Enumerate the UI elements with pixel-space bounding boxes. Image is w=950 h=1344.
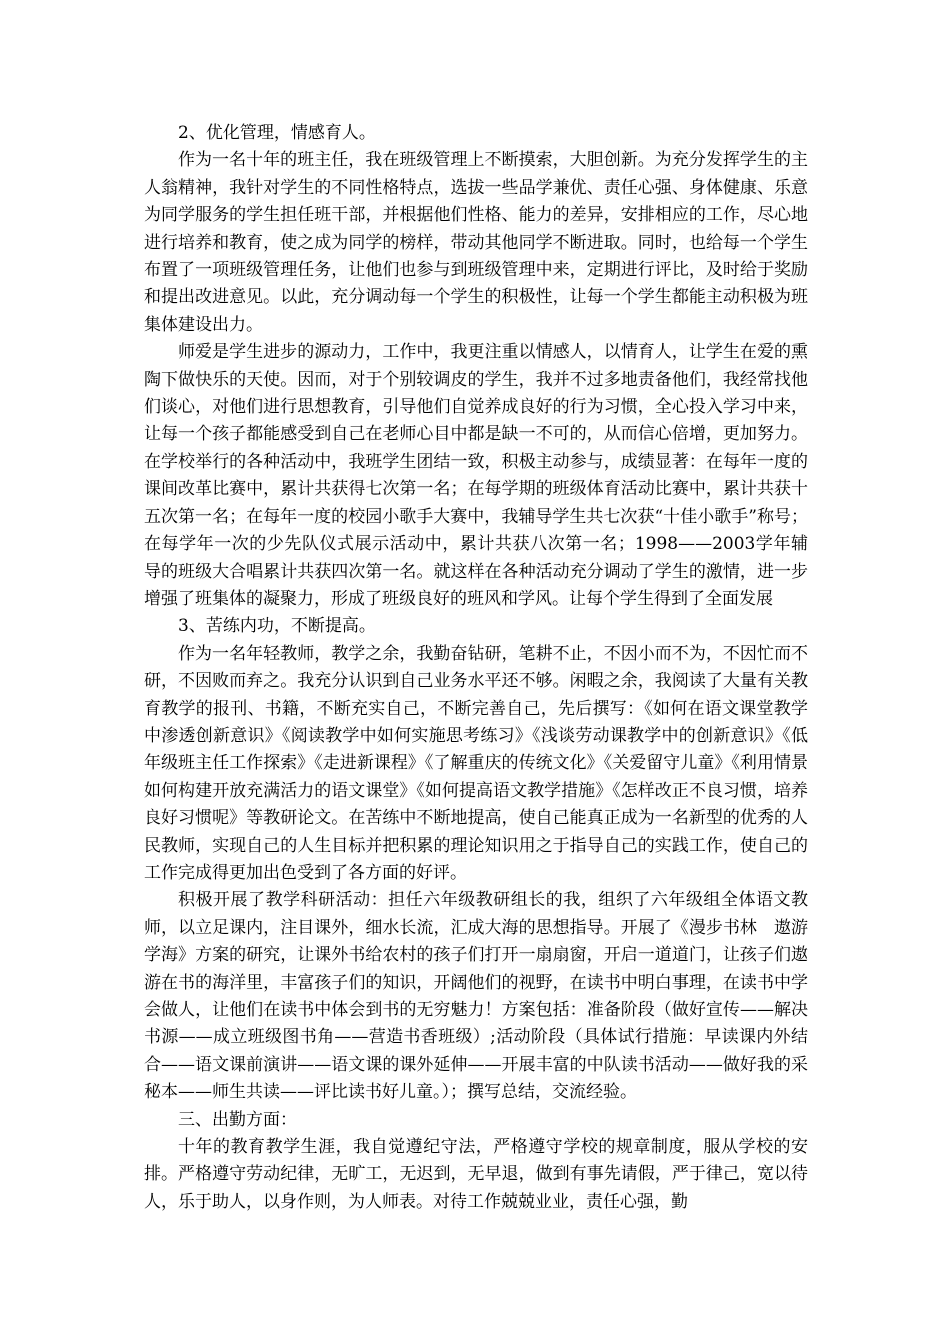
section-heading: 2、优化管理，情感育人。 bbox=[178, 123, 376, 143]
body-paragraph: 作为一名十年的班主任，我在班级管理上不断摸索，大胆创新。为充分发挥学生的主人翁精神，我针对学生的不同性格特点，选拔一些品学兼优、责任心强、身体健康、乐意为同学服务的学生担任班干部，并根据他们性格、能力的差异，安排相应的工作，尽心地进行培养和教育，使之成为同学的榜样，带动其他同学不断进取。同时，也给每一个学生布置了一项班级管理任务，让他们也参与到班级管理中来，定期进行评比，及时给于奖励和提出改进意见。以此，充分调动每一个学生的积极性，让每一个学生都能主动积极为班集体建设出力。 bbox=[144, 150, 808, 335]
body-paragraph: 作为一名年轻教师，教学之余，我勤奋钻研，笔耕不止，不因小而不为，不因忙而不研，不因败而弃之。我充分认识到自己业务水平还不够。闲暇之余，我阅读了大量有关教育教学的报刊、书籍，不断充实自己，不断完善自己，先后撰写：《如何在语文课堂教学中渗透创新意识》《阅读教学中如何实施思考练习》《浅谈劳动课教学中的创新意识》《低年级班主任工作探索》《走进新课程》《了解重庆的传统文化》《关爱留守儿童》《利用情景如何构建开放充满活力的语文课堂》《如何提高语文教学措施》《怎样改正不良习惯，培养良好习惯呢》等教研论文。在苦练中不断地提高，使自己能真正成为一名新型的优秀的人民教师，实现自己的人生目标并把积累的理论知识用之于指导自己的实践工作，使自己的工作完成得更加出色受到了各方面的好评。 bbox=[144, 643, 808, 883]
document-body bbox=[144, 120, 808, 1216]
body-paragraph: 师爱是学生进步的源动力，工作中，我更注重以情感人，以情育人，让学生在爱的熏陶下做快乐的天使。因而，对于个别较调皮的学生，我并不过多地责备他们，我经常找他们谈心，对他们进行思想教育，引导他们自觉养成良好的行为习惯，全心投入学习中来，让每一个孩子都能感受到自己在老师心目中都是缺一不可的，从而信心倍增，更加努力。在学校举行的各种活动中，我班学生团结一致，积极主动参与，成绩显著：在每年一度的课间改革比赛中，累计共获得七次第一名；在每学期的班级体育活动比赛中，累计共获十五次第一名；在每年一度的校园小歌手大赛中，我辅导学生共七次获“十佳小歌手”称号；在每学年一次的少先队仪式展示活动中，累计共获八次第一名；1998——2003学年辅导的班级大合唱累计共获四次第一名。就这样在各种活动充分调动了学生的激情，进一步增强了班集体的凝聚力，形成了班级良好的班风和学风。让每个学生得到了全面发展 bbox=[144, 342, 808, 609]
body-paragraph: 积极开展了教学科研活动：担任六年级教研组长的我，组织了六年级组全体语文教师，以立足课内，注目课外，细水长流，汇成大海的思想指导。开展了《漫步书林 遨游学海》方案的研究，让课外书给农村的孩子们打开一扇扇窗，开启一道道门，让孩子们遨游在书的海洋里，丰富孩子们的知识，开阔他们的视野，在读书中明白事理，在读书中学会做人，让他们在读书中体会到书的无穷魅力！方案包括：准备阶段（做好宣传——解决书源——成立班级图书角——营造书香班级）;活动阶段（具体试行措施：早读课内外结合——语文课前演讲——语文课的课外延伸——开展丰富的中队读书活动——做好我的采秘本——师生共读——评比读书好儿童。）；撰写总结，交流经验。 bbox=[144, 890, 808, 1103]
section-heading: 三、出勤方面： bbox=[178, 1109, 297, 1130]
section-heading: 3、苦练内功，不断提高。 bbox=[178, 616, 376, 637]
body-paragraph: 十年的教育教学生涯，我自觉遵纪守法，严格遵守学校的规章制度，服从学校的安排。严格遵守劳动纪律，无旷工，无迟到，无早退，做到有事先请假，严于律己，宽以待人，乐于助人，以身作则，为人师表。对待工作兢兢业业，责任心强，勤 bbox=[144, 1137, 808, 1212]
